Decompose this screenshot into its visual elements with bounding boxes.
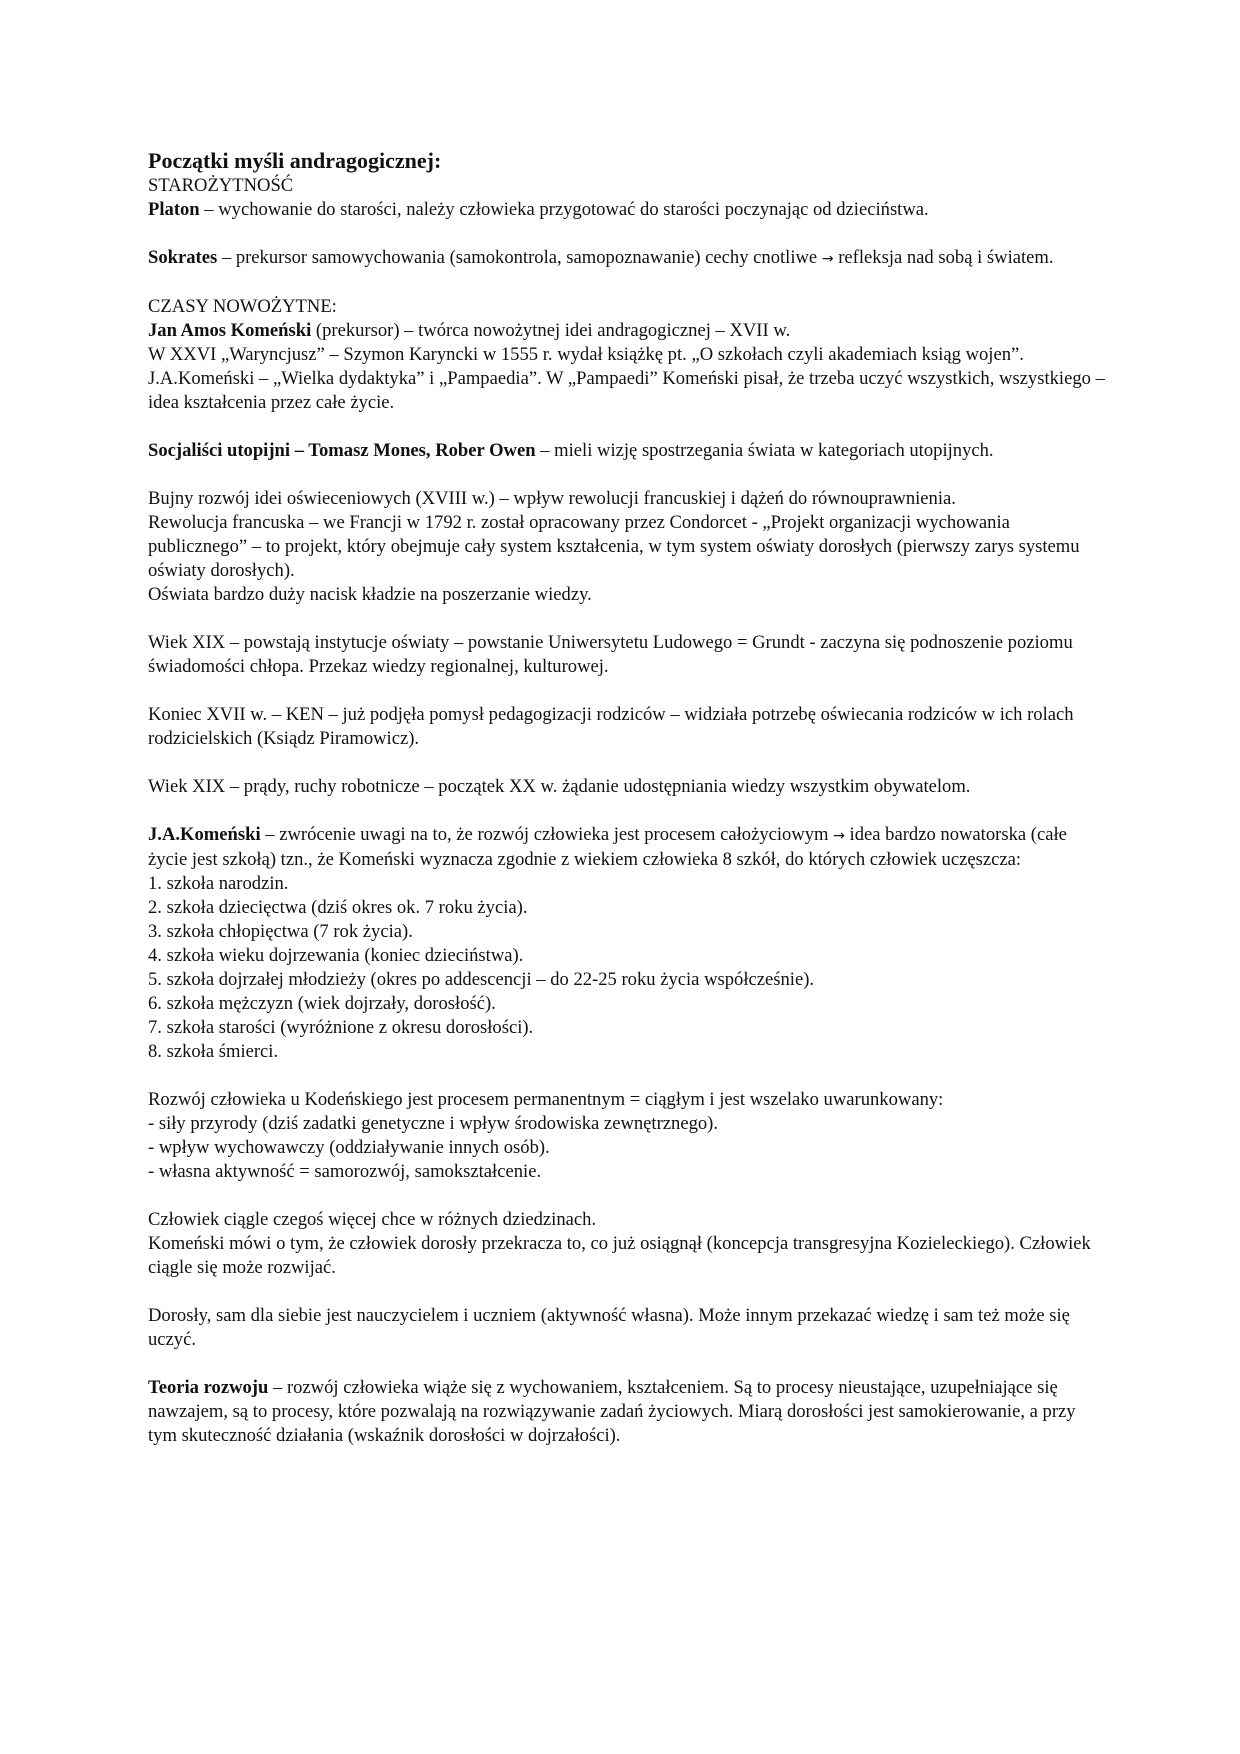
paragraph-czlowiek-2: Komeński mówi o tym, że człowiek dorosły przekracza to, co już osiągnął (koncepcja transgresyjna Kozieleckiego). Człowiek ciągle się może rozwijać. [148, 1233, 1091, 1278]
paragraph-oswiecenie-3: Oświata bardzo duży nacisk kładzie na poszerzanie wiedzy. [148, 584, 592, 605]
sokrates-text-a: – prekursor samowychowania (samokontrola, samopoznawanie) cechy cnotliwe [217, 247, 822, 268]
list-item-school: 5. szkoła dojrzałej młodzieży (okres po addescencji – do 22-25 roku życia współcześnie). [148, 969, 815, 990]
paragraph-dorosly: Dorosły, sam dla siebie jest nauczycielem i uczniem (aktywność własna). Może innym przekazać wiedzę i sam też może się uczyć. [148, 1305, 1070, 1350]
paragraph-komenski-1 [148, 319, 1105, 343]
komenski-2-text-b: idea bardzo nowatorska (całe życie jest szkołą) tzn., że Komeński wyznacza zgodnie z wiekiem człowieka 8 szkół, do których człowiek uczęszcza: [148, 824, 1067, 870]
komenski-2-text-a: – zwrócenie uwagi na to, że rozwój człowieka jest procesem całożyciowym [260, 824, 834, 845]
paragraph-teoria [148, 1376, 1105, 1448]
sokrates-text-b: refleksja nad sobą i światem. [833, 247, 1054, 268]
socjalisci-text: – mieli wizję spostrzegania świata w kategoriach utopijnych. [535, 440, 994, 461]
paragraph-komenski-2 [148, 823, 1105, 872]
term-komenski-2: J.A.Komeński [148, 824, 261, 845]
paragraph-wiek-19a: Wiek XIX – powstają instytucje oświaty – powstanie Uniwersytetu Ludowego = Grundt - zaczyna się podnoszenie poziomu świadomości chłopa. Przekaz wiedzy regionalnej, kulturowej. [148, 632, 1073, 677]
paragraph-wiek-19b: Wiek XIX – prądy, ruchy robotnicze – początek XX w. żądanie udostępniania wiedzy wszystkim obywatelom. [148, 776, 971, 797]
list-item-school: 1. szkoła narodzin. [148, 873, 289, 894]
komenski-1-text: (prekursor) – twórca nowożytnej idei andragogicznej – XVII w. [311, 320, 791, 341]
arrow-icon: → [821, 251, 834, 267]
list-item-school: 6. szkoła mężczyzn (wiek dojrzały, dorosłość). [148, 993, 496, 1014]
paragraph-rozwoj-intro: Rozwój człowieka u Kodeńskiego jest procesem permanentnym = ciągłym i jest wszelako uwarunkowany: [148, 1089, 944, 1110]
paragraph-czlowiek-1: Człowiek ciągle czegoś więcej chce w różnych dziedzinach. [148, 1209, 597, 1230]
term-teoria-rozwoju: Teoria rozwoju [148, 1377, 269, 1398]
paragraph-oswiecenie-1: Bujny rozwój idei oświeceniowych (XVIII w.) – wpływ rewolucji francuskiej i dążeń do równouprawnienia. [148, 488, 956, 509]
platon-text: – wychowanie do starości, należy człowieka przygotować do starości poczynając od dzieciństwa. [199, 199, 929, 220]
arrow-icon: → [833, 828, 845, 844]
list-item-school: 8. szkoła śmierci. [148, 1041, 279, 1062]
paragraph-sokrates [148, 246, 1105, 271]
section-heading-antiquity: STAROŻYTNOŚĆ [148, 175, 294, 196]
document-title: Początki myśli andragogicznej: [148, 148, 442, 173]
list-item-school: 4. szkoła wieku dojrzewania (koniec dzieciństwa). [148, 945, 524, 966]
paragraph-oswiecenie-2: Rewolucja francuska – we Francji w 1792 r. został opracowany przez Condorcet - „Projekt organizacji wychowania publicznego” – to projekt, który obejmuje cały system kształcenia, w tym system oświaty dorosłych (pierwszy zarys systemu oświaty dorosłych). [148, 512, 1080, 581]
list-item-school: 3. szkoła chłopięctwa (7 rok życia). [148, 921, 413, 942]
list-item-rozwoj: - własna aktywność = samorozwój, samokształcenie. [148, 1161, 542, 1182]
teoria-text: – rozwój człowieka wiąże się z wychowaniem, kształceniem. Są to procesy nieustające, uzupełniające się nawzajem, są to procesy, które pozwalają na rozwiązywanie zadań życiowych. Miarą dorosłości jest samokierowanie, a przy tym skuteczność działania (wskaźnik dorosłości w dojrzałości). [148, 1377, 1076, 1446]
paragraph-platon [148, 198, 1105, 222]
term-komenski: Jan Amos Komeński [148, 320, 312, 341]
term-sokrates: Sokrates [148, 247, 218, 268]
paragraph-waryncjusz: W XXVI „Waryncjusz” – Szymon Karyncki w 1555 r. wydał książkę pt. „O szkołach czyli akademiach ksiąg wojen”. [148, 344, 1024, 365]
term-socjalisci: Socjaliści utopijni – Tomasz Mones, Rober Owen [148, 440, 536, 461]
paragraph-pampaedia: J.A.Komeński – „Wielka dydaktyka” i „Pampaedia”. W „Pampaedi” Komeński pisał, że trzeba uczyć wszystkich, wszystkiego – idea kształcenia przez całe życie. [148, 368, 1105, 413]
paragraph-socjalisci [148, 439, 1105, 463]
list-item-school: 7. szkoła starości (wyróżnione z okresu dorosłości). [148, 1017, 534, 1038]
paragraph-ken: Koniec XVII w. – KEN – już podjęła pomysł pedagogizacji rodziców – widziała potrzebę oświecania rodziców w ich rolach rodzicielskich (Ksiądz Piramowicz). [148, 704, 1074, 749]
list-item-rozwoj: - wpływ wychowawczy (oddziaływanie innych osób). [148, 1137, 550, 1158]
list-item-rozwoj: - siły przyrody (dziś zadatki genetyczne i wpływ środowiska zewnętrznego). [148, 1113, 719, 1134]
list-item-school: 2. szkoła dziecięctwa (dziś okres ok. 7 roku życia). [148, 897, 528, 918]
term-platon: Platon [148, 199, 200, 220]
section-heading-modern: CZASY NOWOŻYTNE: [148, 296, 337, 317]
